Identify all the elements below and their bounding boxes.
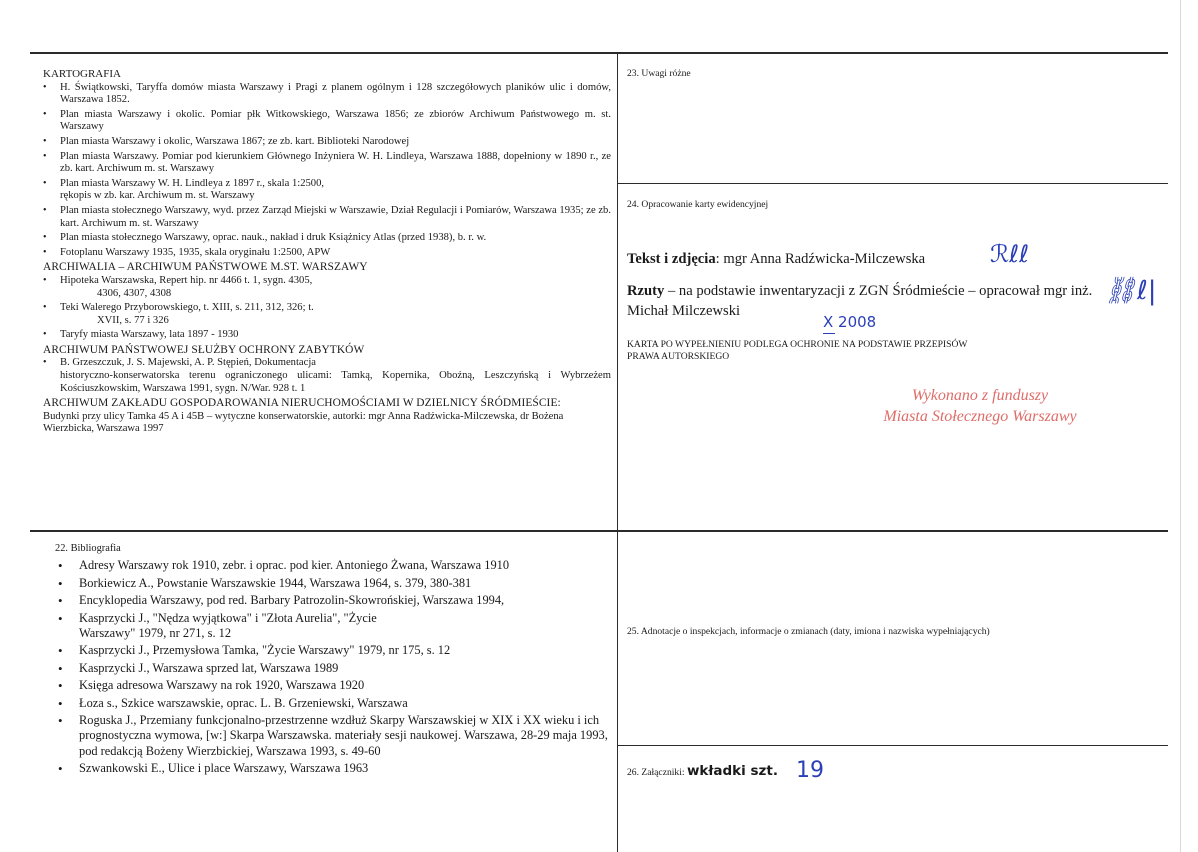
signature-icon: ℛℓℓ [990,240,1029,268]
kartografia-list [43,82,611,260]
rzuty-rest: – na podstawie inwentaryzacji z ZGN Śródmieście – opracował mgr inż. Michał Milczewski [627,283,1093,319]
list-item: • Plan miasta Warszawy i okolic, Warszawa 1867; ze zb. kart. Biblioteki Narodowej [43,136,611,149]
list-item: • Plan miasta stołecznego Warszawy, wyd. przez Zarząd Miejski w Warszawie, Dział Regulacji i Pomiarów, Warszawa 1935; ze zb. kart. Archiwum m. st. Warszawy [43,205,611,230]
bibliografia-section [43,541,613,779]
section-26-line [627,763,778,779]
list-item: • Plan miasta Warszawy i okolic. Pomiar płk Witkowskiego, Warszawa 1856; ze zbiorów Archiwum Państwowego m. st. Warszawy [43,109,611,134]
list-item: • Plan miasta stołecznego Warszawy, oprac. nauk., nakład i druk Książnicy Atlas (przed 1938), b. r. w. [43,232,611,245]
list-item-continuation: XVII, s. 77 i 326 [97,314,169,326]
stamp-line-1: Wykonano z funduszy [911,387,1049,404]
section-25-label: 25. Adnotacje o inspekcjach, informacje o zmianach (daty, imiona i nazwiska wypełniających) [627,626,990,637]
list-item: • Kasprzycki J., Przemysłowa Tamka, "Życie Warszawy" 1979, nr 175, s. 12 [43,643,613,658]
column-divider [617,52,618,852]
tekst-rest: : mgr Anna Radźwicka-Milczewska [715,251,926,267]
list-item: • Łoza s., Szkice warszawskie, oprac. L. B. Grzeniewski, Warszawa [43,696,613,711]
list-item: • Kasprzycki J., "Nędza wyjątkowa" i "Złota Aurelia", "Życie Warszawy" 1979, nr 271, s. 12 [43,611,429,642]
azgn-header: ARCHIWUM ZAKŁADU GOSPODAROWANIA NIERUCHOMOŚCIAMI W DZIELNICY ŚRÓDMIEŚCIE: [43,397,561,410]
middle-rule [30,530,1168,532]
list-item: • Adresy Warszawy rok 1910, zebr. i oprac. pod kier. Antoniego Żwana, Warszawa 1910 [43,558,613,573]
top-rule [30,52,1168,54]
tekst-bold: Tekst i zdjęcia [627,251,716,267]
list-item: • Kasprzycki J., Warszawa sprzed lat, Warszawa 1989 [43,661,613,676]
list-item [43,275,611,300]
list-item-text: Teki Walerego Przyborowskiego, t. XIII, s. 211, 312, 326; t. [60,302,314,314]
list-item: • Roguska J., Przemiany funkcjonalno-przestrzenne wzdłuż Skarpy Warszawskiej w XIX i XX wieku i ich prognostyczna wymowa, [w:] Skarpa Warszawska. materiały sesji naukowej. Warszawa, 28-29 maja 1993, pod redakcją Bożeny Wierzbickiej, Warszawa 1993, s. 49-60 [43,713,613,759]
apsoz-header: ARCHIWUM PAŃSTWOWEJ SŁUŻBY OCHRONY ZABYTKÓW [43,343,365,356]
date-underline [823,333,835,334]
tekst-line [627,251,925,268]
rzuty-bold: Rzuty [627,283,665,299]
copyright-notice [627,339,1067,363]
list-item: • H. Świątkowski, Taryffa domów miasta Warszawy i Pragi z planem ogólnym i 128 szczegółowych planików ulic i domów, Warszawa 1852. [43,82,611,107]
attachments-value: wkładki szt. [686,763,778,779]
apsoz-list [43,357,611,395]
list-item-continuation: rękopis w zb. kar. Archiwum m. st. Warszawy [60,190,255,202]
section-22-label: 22. Bibliografia [55,543,121,554]
list-item: • Encyklopedia Warszawy, pod red. Barbary Patrozolin-Skowrońskiej, Warszawa 1994, [43,593,613,608]
section-24-label: 24. Opracowanie karty ewidencyjnej [627,199,769,210]
signature-icon: ⛓ℓ| [1104,276,1157,306]
list-item [43,178,611,203]
stamp-line-2: Miasta Stołecznego Warszawy [883,408,1077,425]
list-item [43,302,611,327]
list-item: • Borkiewicz A., Powstanie Warszawskie 1944, Warszawa 1964, s. 379, 380-381 [43,576,613,591]
list-item: • Fotoplanu Warszawy 1935, 1935, skala oryginału 1:2500, APW [43,247,611,260]
list-item: • Księga adresowa Warszawy na rok 1920, Warszawa 1920 [43,678,613,693]
archiwalia-list [43,275,611,342]
list-item-text: Hipoteka Warszawska, Repert hip. nr 4466 t. 1, sygn. 4305, [60,274,313,286]
handwritten-count: 19 [796,758,824,783]
section-26-label: 26. Załączniki: [627,767,685,778]
list-item [43,357,611,395]
list-item: • Taryfy miasta Warszawy, lata 1897 - 1930 [43,329,611,342]
funding-stamp [860,385,1100,427]
budynki-entry: Budynki przy ulicy Tamka 45 A i 45B – wytyczne konserwatorskie, autorki: mgr Anna Radźwicka-Milczewska, dr Bożena Wierzbicka, Warszawa 1997 [43,410,564,435]
rule-23-24 [617,183,1168,184]
notice-line-2: PRAWA AUTORSKIEGO [627,351,730,362]
list-item: • Szwankowski E., Ulice i place Warszawy, Warszawa 1963 [43,761,613,776]
notice-line-1: KARTA PO WYPEŁNIENIU PODLEGA OCHRONIE NA PODSTAWIE PRZEPISÓW [627,339,968,350]
list-item: • Plan miasta Warszawy. Pomiar pod kierunkiem Głównego Inżyniera W. H. Lindleya, Warszawa 1888, dopełniony w 1890 r., ze zb. kart. Archiwum m. st. Warszawy [43,151,611,176]
archiwalia-header: ARCHIWALIA – ARCHIWUM PAŃSTWOWE M.ST. WARSZAWY [43,261,368,274]
kartografia-header: KARTOGRAFIA [43,68,121,80]
section-23-label: 23. Uwagi różne [627,68,691,79]
handwritten-date: X 2008 [823,313,877,331]
bibliografia-list [43,558,613,776]
list-item-continuation: 4306, 4307, 4308 [97,287,172,299]
list-item-text: B. Grzeszczuk, J. S. Majewski, A. P. Stępień, Dokumentacja [60,357,316,369]
kartografia-section [43,68,611,438]
list-item-continuation: historyczno-konserwatorska terenu ograniczonego ulicami: Tamką, Kopernika, Oboźną, Leszczyńską i Wybrzeżem Kościuszkowskim, Warszawa 1991, sygn. N/War. 928 t. 1 [60,370,611,394]
rule-25-26 [617,745,1168,746]
list-item-text: Plan miasta Warszawy W. H. Lindleya z 1897 r., skala 1:2500, [60,177,325,189]
